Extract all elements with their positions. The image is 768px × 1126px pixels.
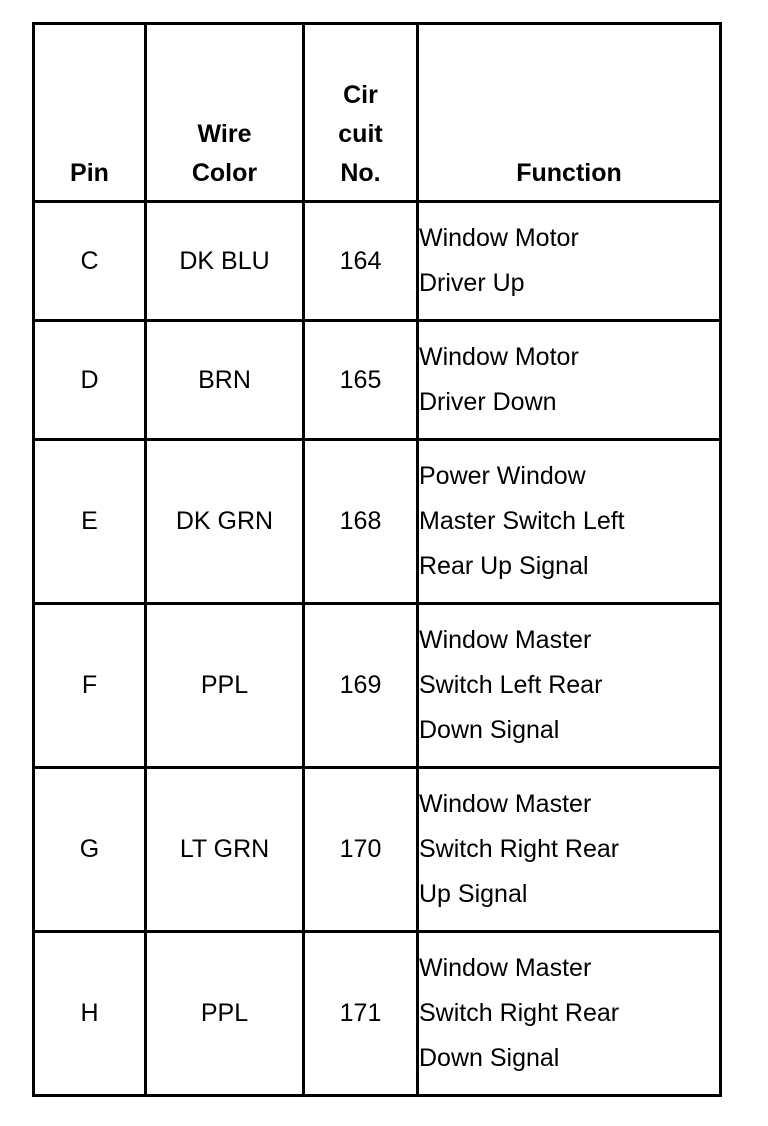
table-row	[34, 768, 721, 932]
function-line: Driver Down	[419, 388, 557, 416]
header-circuit-no-line-1: Cir	[343, 81, 378, 109]
function-line: Switch Right Rear	[419, 835, 620, 863]
wire-color-cell: DK BLU	[146, 202, 304, 321]
function-cell	[418, 202, 721, 321]
pin-cell: G	[34, 768, 146, 932]
pin-cell: F	[34, 604, 146, 768]
header-function-text: Function	[516, 159, 622, 187]
function-cell	[418, 440, 721, 604]
function-cell	[418, 604, 721, 768]
function-line: Power Window	[419, 462, 586, 490]
circuit-no-cell: 171	[304, 932, 418, 1096]
pin-cell: E	[34, 440, 146, 604]
table-header-row	[34, 24, 721, 202]
function-cell	[418, 932, 721, 1096]
header-wire-color-line-2: Color	[191, 159, 258, 187]
function-line: Down Signal	[419, 1044, 560, 1072]
function-line: Up Signal	[419, 880, 528, 908]
function-line: Master Switch Left	[419, 507, 625, 535]
function-line: Window Master	[419, 790, 592, 818]
circuit-no-cell: 168	[304, 440, 418, 604]
function-line: Window Master	[419, 954, 592, 982]
wire-color-cell: PPL	[146, 932, 304, 1096]
pin-cell: C	[34, 202, 146, 321]
function-line: Switch Left Rear	[419, 671, 603, 699]
header-pin	[34, 24, 146, 202]
table-row	[34, 202, 721, 321]
function-line: Window Master	[419, 626, 592, 654]
table-row	[34, 321, 721, 440]
wire-color-cell: BRN	[146, 321, 304, 440]
wire-color-cell: DK GRN	[146, 440, 304, 604]
header-wire-color-line-1: Wire	[197, 120, 252, 148]
header-pin-text: Pin	[70, 159, 109, 187]
function-line: Rear Up Signal	[419, 552, 589, 580]
pin-cell: D	[34, 321, 146, 440]
connector-pinout-table	[32, 22, 722, 1097]
function-line: Window Motor	[419, 343, 579, 371]
pin-cell: H	[34, 932, 146, 1096]
circuit-no-cell: 169	[304, 604, 418, 768]
function-line: Down Signal	[419, 716, 560, 744]
wire-color-cell: PPL	[146, 604, 304, 768]
header-function	[418, 24, 721, 202]
function-line: Switch Right Rear	[419, 999, 620, 1027]
header-circuit-no	[304, 24, 418, 202]
circuit-no-cell: 165	[304, 321, 418, 440]
function-line: Driver Up	[419, 269, 525, 297]
header-circuit-no-line-2: cuit	[338, 120, 383, 148]
table-row	[34, 440, 721, 604]
header-circuit-no-line-3: No.	[340, 159, 381, 187]
wire-color-cell: LT GRN	[146, 768, 304, 932]
table-row	[34, 604, 721, 768]
circuit-no-cell: 164	[304, 202, 418, 321]
function-line: Window Motor	[419, 224, 579, 252]
table-row	[34, 932, 721, 1096]
header-wire-color	[146, 24, 304, 202]
function-cell	[418, 321, 721, 440]
function-cell	[418, 768, 721, 932]
circuit-no-cell: 170	[304, 768, 418, 932]
